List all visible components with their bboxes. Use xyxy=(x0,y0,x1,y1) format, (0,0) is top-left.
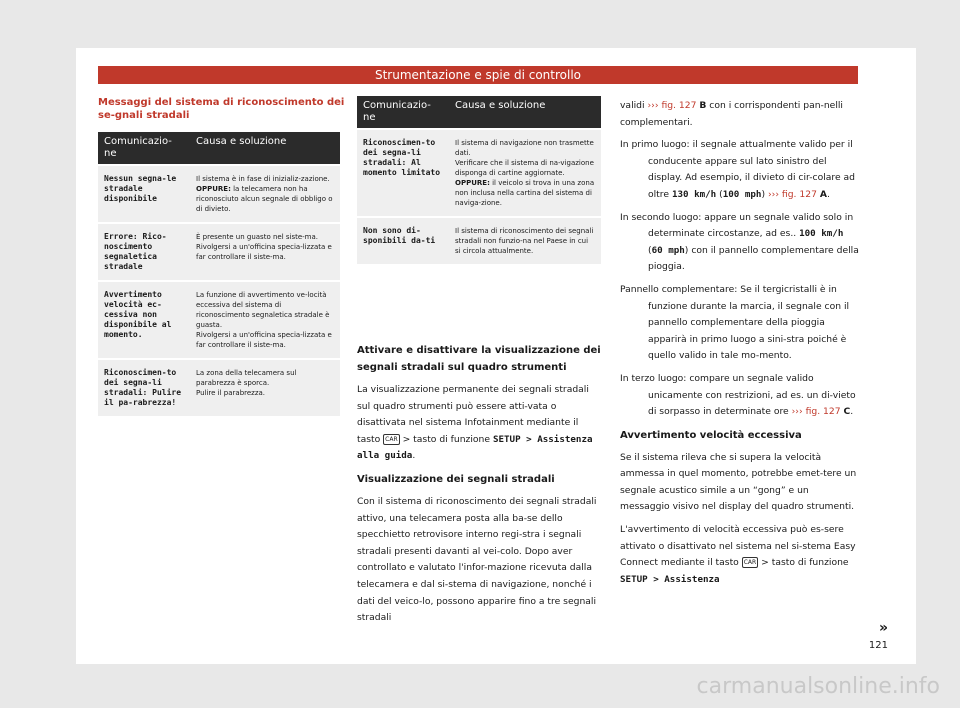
table-row xyxy=(357,129,601,217)
table-title: Messaggi del sistema di riconoscimento dei se-gnali stradali xyxy=(98,97,345,121)
watermark: carmanualsonline.info xyxy=(696,674,940,699)
message-code: Nessun segna-le stradale disponibile xyxy=(98,165,190,223)
message-cause: Il sistema di navigazione non trasmette dati. Verificare che il sistema di na-vigazione disponga di cartine aggiornate. OPPURE: il veicolo si trova in una zona non inclusa nella cartina del sistema di naviga-zione. xyxy=(449,129,601,217)
column-3-text xyxy=(620,98,860,594)
message-cause: La zona della telecamera sul parabrezza è sporca. Pulire il parabrezza. xyxy=(190,359,340,416)
col-header-cause: Causa e soluzione xyxy=(449,96,601,129)
page-number: 121 xyxy=(868,640,888,651)
message-cause: Il sistema di riconoscimento dei segnali stradali non funzio-na nel Paese in cui si circola attualmente. xyxy=(449,217,601,264)
car-key-icon: CAR xyxy=(743,559,757,567)
page-header: Strumentazione e spie di controllo xyxy=(98,66,858,84)
list-item: In primo luogo: il segnale attualmente valido per il conducente appare sul lato sinistro del display. Ad esempio, il divieto di cir-colare ad oltre 130 km/h (100 mph) ››› fig. 127 A. xyxy=(620,139,855,200)
messages-table-2 xyxy=(357,96,601,264)
column-2-text xyxy=(357,342,601,633)
col-header-message: Comunicazio-ne xyxy=(98,132,190,165)
section-heading: Visualizzazione dei segnali stradali xyxy=(357,473,555,485)
table-row xyxy=(357,217,601,264)
paragraph: Con il sistema di riconoscimento dei segnali stradali attivo, una telecamera posta alla ba-se dello specchietto retrovisore interno regi-stra i segnali stradali presenti davanti al vei-colo. Dopo aver controllato e valutato l'infor-mazione ricevuta dalla telecamera e dal si-stema di navigazione, nonché i dati del veico-lo, possono apparire fino a tre segnali stradali xyxy=(357,495,597,624)
paragraph: Se il sistema rileva che si supera la velocità ammessa in quel momento, potrebbe emet-tere un segnale acustico simile a un “gong” e un messaggio visivo nel display del quadro strumenti. xyxy=(620,451,857,513)
section-heading: Avvertimento velocità eccessiva xyxy=(620,429,802,441)
table-row xyxy=(98,165,340,223)
figure-ref[interactable]: ››› fig. 127 xyxy=(647,100,697,111)
section-heading: Attivare e disattivare la visualizzazione dei segnali stradali sul quadro strumenti xyxy=(357,345,601,373)
message-cause: Il sistema è in fase di inizializ-zazione. OPPURE: la telecamera non ha riconosciuto alcun segnale di obbligo o di divieto. xyxy=(190,165,340,223)
table-row xyxy=(98,223,340,281)
figure-ref[interactable]: ››› fig. 127 xyxy=(767,188,817,200)
col-header-message: Comunicazio-ne xyxy=(357,96,449,129)
continue-icon: » xyxy=(878,620,888,636)
list-item: In secondo luogo: appare un segnale valido solo in determinate circostanze, ad es.. 100 km/h (60 mph) con il pannello complementare della pioggia. xyxy=(620,211,859,273)
message-code: Riconoscimen-to dei segna-li stradali: Al momento limitato xyxy=(357,129,449,217)
paragraph: validi ››› fig. 127 B con i corrispondenti pan-nelli complementari. xyxy=(620,100,843,128)
messages-table-1 xyxy=(98,132,340,416)
paragraph: La visualizzazione permanente dei segnali stradali sul quadro strumenti può essere atti-vata o disattivata nel sistema Infotainment mediante il tasto CAR > tasto di funzione SETUP > Assistenza alla guida. xyxy=(357,384,593,462)
message-cause: È presente un guasto nel siste-ma. Rivolgersi a un'officina specia-lizzata e far controllare il siste-ma. xyxy=(190,223,340,281)
table-row xyxy=(98,281,340,359)
message-code: Avvertimento velocità ec-cessiva non disponibile al momento. xyxy=(98,281,190,359)
figure-ref[interactable]: ››› fig. 127 xyxy=(791,406,841,418)
message-code: Non sono di-sponibili da-ti xyxy=(357,217,449,264)
paragraph: L'avvertimento di velocità eccessiva può es-sere attivato o disattivato nel sistema nel si-stema Easy Connect mediante il tasto CAR > tasto di funzione SETUP > Assistenza xyxy=(620,524,856,585)
car-key-icon: CAR xyxy=(385,435,398,443)
message-code: Errore: Rico-noscimento segnaletica stradale xyxy=(98,223,190,281)
message-cause: La funzione di avvertimento ve-locità eccessiva del sistema di riconoscimento segnaletica stradale è guasta. Rivolgersi a un'officina specia-lizzata e far controllare il siste-ma. xyxy=(190,281,340,359)
col-header-cause: Causa e soluzione xyxy=(190,132,340,165)
list-item: In terzo luogo: compare un segnale valido unicamente con restrizioni, ad es. un di-vieto di sorpasso in determinate ore ››› fig. 127 C. xyxy=(620,372,856,418)
message-code: Riconoscimen-to dei segna-li stradali: Pulire il pa-rabrezza! xyxy=(98,359,190,416)
list-item: Pannello complementare: Se il tergicristalli è in funzione durante la marcia, il segnale con il pannello complementare della pioggia apparirà in primo luogo a sini-stra poiché è quello valido in tale mo-mento. xyxy=(620,283,850,362)
table-row xyxy=(98,359,340,416)
